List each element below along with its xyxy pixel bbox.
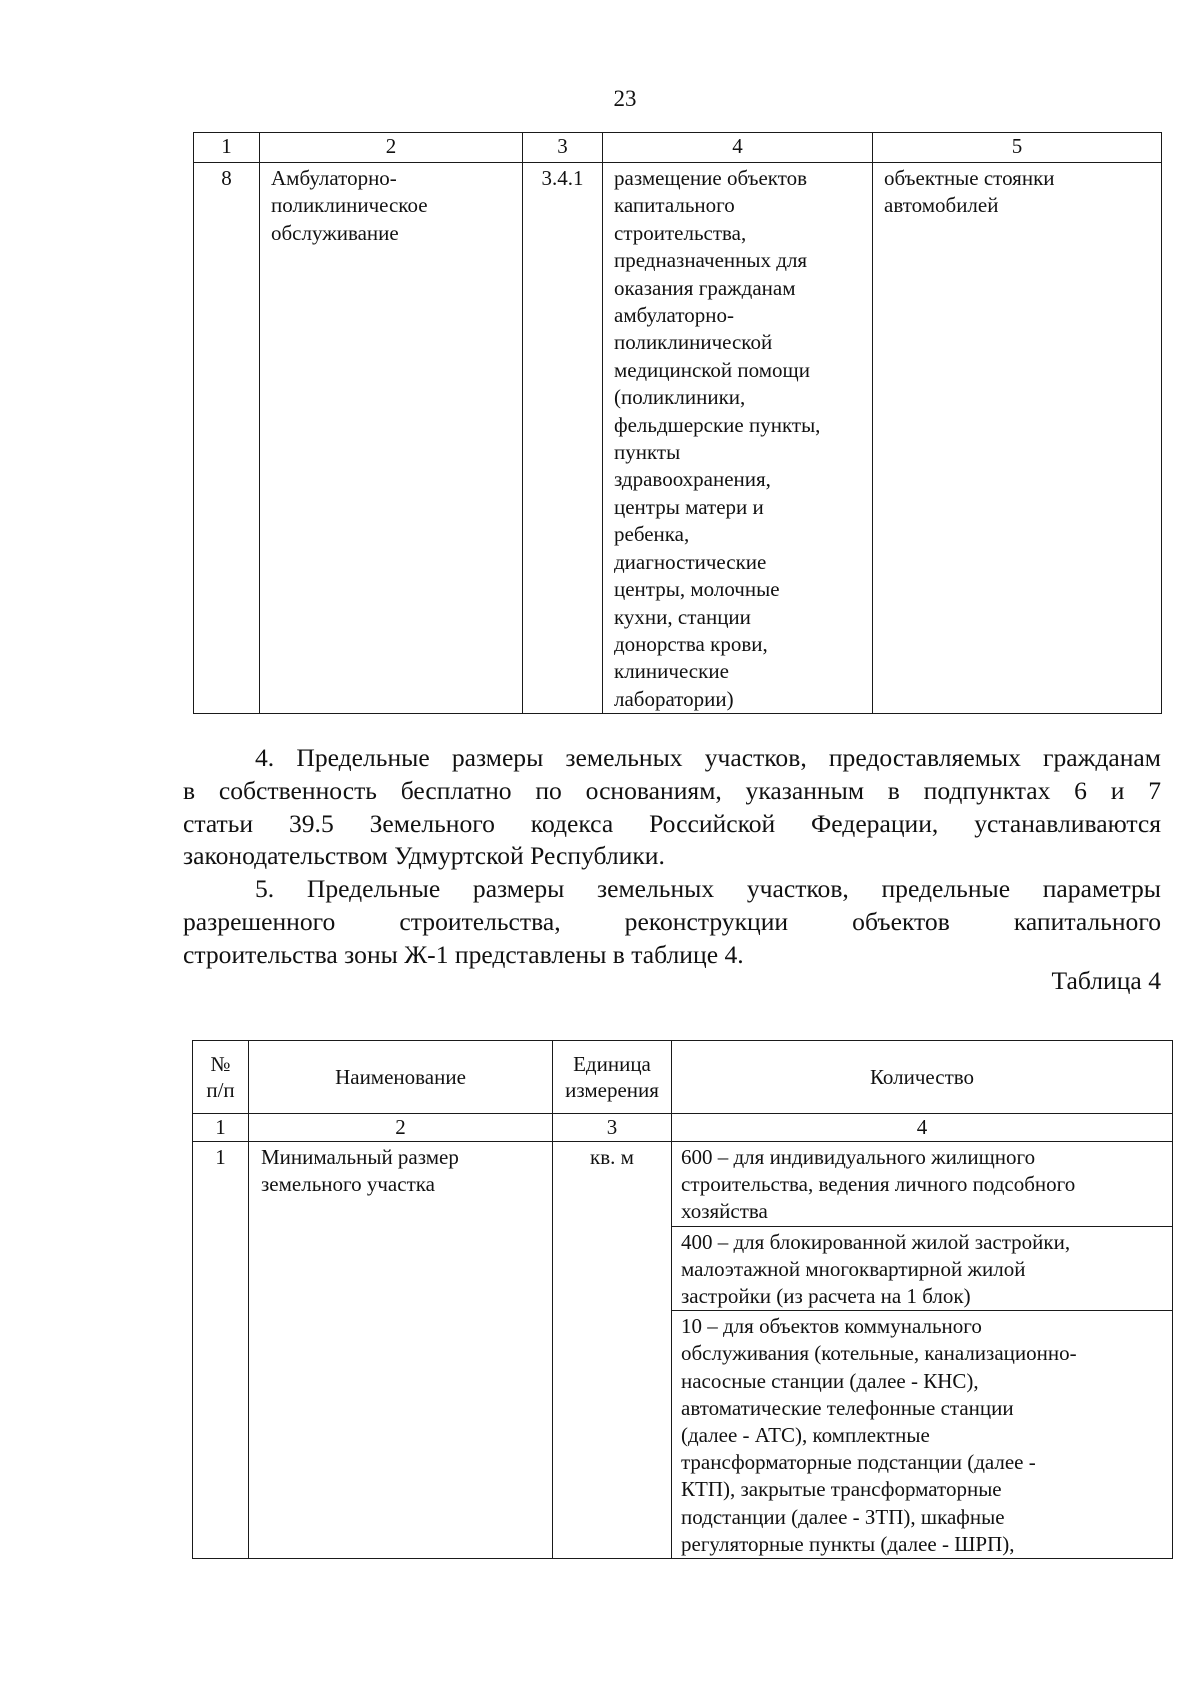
text-line: земельного участка bbox=[261, 1172, 435, 1197]
paragraph-5 bbox=[183, 873, 1161, 971]
column-number: 3 bbox=[523, 133, 603, 163]
text-line: строительства зоны Ж-1 представлены в таблице 4. bbox=[183, 939, 744, 969]
column-number-row bbox=[193, 1114, 1173, 1142]
text-line: 400 – для блокированной жилой застройки, bbox=[681, 1229, 1071, 1254]
text-line: КТП), закрытые трансформаторные bbox=[681, 1477, 1002, 1502]
text-line: Минимальный размер bbox=[261, 1145, 459, 1169]
text-line: ребенка, bbox=[614, 522, 690, 547]
permitted-use-table bbox=[193, 132, 1162, 714]
column-number: 4 bbox=[672, 1114, 1173, 1142]
text-line: пункты bbox=[614, 440, 681, 465]
text-line: обслуживание bbox=[271, 220, 399, 245]
text-line: насосные станции (далее - КНС), bbox=[681, 1368, 979, 1393]
text-line: поликлинической bbox=[614, 330, 773, 355]
text-line: 5. Предельные размеры земельных участков, предельные параметры bbox=[255, 874, 1161, 903]
text-line: амбулаторно- bbox=[614, 303, 734, 328]
text-line: центры матери и bbox=[614, 494, 764, 519]
text-line: диагностические bbox=[614, 549, 767, 574]
text-line: обслуживания (котельные, канализационно- bbox=[681, 1341, 1077, 1366]
column-number: 3 bbox=[553, 1114, 672, 1142]
row-number: 8 bbox=[194, 163, 260, 714]
use-code: 3.4.1 bbox=[523, 163, 603, 714]
header-number bbox=[193, 1041, 249, 1114]
text-line: разрешенного строительства, реконструкции объектов капитального bbox=[183, 906, 1161, 936]
text-line: предназначенных для bbox=[614, 248, 808, 273]
text-line: кухни, станции bbox=[614, 604, 751, 629]
text-line: (далее - АТС), комплектные bbox=[681, 1423, 930, 1448]
quantity-value bbox=[672, 1142, 1173, 1227]
text-line: хозяйства bbox=[681, 1199, 768, 1224]
text-line: (поликлиники, bbox=[614, 385, 746, 410]
quantity-value bbox=[672, 1226, 1173, 1311]
row-number: 1 bbox=[193, 1142, 249, 1559]
column-number: 2 bbox=[260, 133, 523, 163]
table-caption: Таблица 4 bbox=[1051, 966, 1161, 995]
text-line: автоматические телефонные станции bbox=[681, 1395, 1014, 1420]
text-line: оказания гражданам bbox=[614, 275, 796, 300]
text-line: регуляторные пункты (далее - ШРП), bbox=[681, 1531, 1015, 1556]
text-line: измерения bbox=[565, 1078, 659, 1102]
text-line: фельдшерские пункты, bbox=[614, 412, 821, 437]
table-row bbox=[194, 163, 1162, 714]
text-line: объектные стоянки bbox=[884, 166, 1055, 190]
text-line: № bbox=[210, 1052, 231, 1076]
paragraph-4 bbox=[183, 742, 1161, 873]
header-name: Наименование bbox=[249, 1041, 553, 1114]
column-number-row bbox=[194, 133, 1162, 163]
use-name bbox=[260, 163, 523, 714]
text-line: 4. Предельные размеры земельных участков, предоставляемых гражданам bbox=[255, 743, 1161, 772]
text-line: клинические bbox=[614, 659, 729, 684]
quantity-value bbox=[672, 1311, 1173, 1559]
text-line: трансформаторные подстанции (далее - bbox=[681, 1450, 1036, 1475]
text-line: капитального bbox=[614, 193, 735, 218]
use-description bbox=[603, 163, 873, 714]
text-line: поликлиническое bbox=[271, 193, 428, 218]
unit-value: кв. м bbox=[553, 1142, 672, 1559]
text-line: подстанции (далее - ЗТП), шкафные bbox=[681, 1504, 1005, 1529]
text-line: центры, молочные bbox=[614, 577, 780, 602]
column-number: 5 bbox=[873, 133, 1162, 163]
text-line: застройки (из расчета на 1 блок) bbox=[681, 1284, 971, 1309]
page-number: 23 bbox=[613, 86, 637, 111]
header-quantity: Количество bbox=[672, 1041, 1173, 1114]
text-line: Единица bbox=[573, 1052, 651, 1076]
table-row bbox=[193, 1142, 1173, 1227]
text-line: строительства, ведения личного подсобного bbox=[681, 1172, 1076, 1197]
auxiliary-use bbox=[873, 163, 1162, 714]
text-line: 600 – для индивидуального жилищного bbox=[681, 1145, 1036, 1169]
text-line: автомобилей bbox=[884, 193, 999, 218]
text-line: лаборатории) bbox=[614, 686, 734, 711]
text-line: Амбулаторно- bbox=[271, 166, 397, 190]
column-number: 4 bbox=[603, 133, 873, 163]
text-line: размещение объектов bbox=[614, 166, 808, 190]
text-line: малоэтажной многоквартирной жилой bbox=[681, 1256, 1026, 1281]
text-line: строительства, bbox=[614, 220, 747, 245]
header-unit bbox=[553, 1041, 672, 1114]
land-plot-parameters-table bbox=[192, 1040, 1173, 1559]
column-number: 2 bbox=[249, 1114, 553, 1142]
text-line: законодательством Удмуртской Республики. bbox=[183, 841, 665, 871]
column-number: 1 bbox=[193, 1114, 249, 1142]
text-line: донорства крови, bbox=[614, 631, 768, 656]
header-row bbox=[193, 1041, 1173, 1114]
parameter-name bbox=[249, 1142, 553, 1559]
text-line: 10 – для объектов коммунального bbox=[681, 1314, 982, 1339]
text-line: в собственность бесплатно по основаниям, указанным в подпунктах 6 и 7 bbox=[183, 775, 1161, 805]
text-line: п/п bbox=[206, 1078, 235, 1102]
column-number: 1 bbox=[194, 133, 260, 163]
text-line: здравоохранения, bbox=[614, 467, 771, 492]
text-line: медицинской помощи bbox=[614, 357, 810, 382]
text-line: статьи 39.5 Земельного кодекса Российской Федерации, устанавливаются bbox=[183, 808, 1161, 838]
